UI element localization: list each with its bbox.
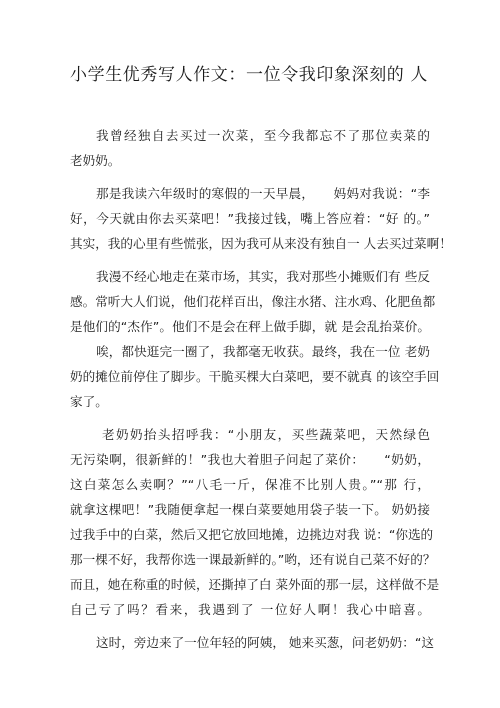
paragraph-line: 唉，都快逛完一圈了，我都毫无收获。最终，我在一位 老奶: [96, 344, 430, 359]
page-title: 小学生优秀写人作文：一位令我印象深刻的 人: [70, 65, 429, 85]
paragraph-line: 其实，我的心里有些慌张，因为我可从来没有独自一 人去买过菜啊！: [70, 236, 452, 251]
paragraph-line: 感。常听大人们说，他们花样百出，像注水猪、注水鸡、化肥鱼都: [70, 294, 436, 309]
paragraph-line: 好，今天就由你去买菜吧！”我接过钱，嘴上答应着：“好 的。”: [70, 211, 430, 226]
paragraph-line: 那是我读六年级时的寒假的一天早晨， 妈妈对我说：“李: [96, 186, 430, 201]
paragraph-line: 而且，她在称重的时候，还撕掉了白 菜外面的那一层，这样做不是: [70, 577, 440, 592]
paragraph-line: 这白菜怎么卖啊？”“八毛一斤，保准不比别人贵。”“那 行，: [70, 477, 430, 492]
paragraph-line: 奶的摊位前停住了脚步。干脆买棵大白菜吧，要不就真 的该空手回: [70, 369, 440, 384]
paragraph-line: 自己亏了吗？看来，我遇到了 一位好人啊！我心中暗喜。: [70, 602, 430, 617]
paragraph-line: 老奶奶抬头招呼我：“小朋友，买些蔬菜吧，天然绿色: [102, 427, 430, 442]
paragraph-line: 老奶奶。: [70, 153, 121, 168]
paragraph-line: 那一棵不好，我帮你选一课最新鲜的。”哟，还有说自己菜不好的？: [70, 552, 436, 567]
paragraph-line: 我漫不经心地走在菜市场，其实，我对那些小摊贩们有 些反: [96, 269, 430, 284]
paragraph-line: 过我手中的白菜，然后又把它放回地摊，边挑边对我 说：“你选的: [70, 527, 434, 542]
article-body: [70, 123, 452, 655]
paragraph-line: 就拿这棵吧！”我随便拿起一棵白菜要她用袋子装一下。 奶奶接: [70, 502, 430, 517]
paragraph-line: 是他们的“杰作”。他们不是会在秤上做手脚，就 是会乱抬菜价。: [70, 319, 430, 334]
paragraph-line: 家了。: [70, 394, 108, 409]
paragraph-line: 我曾经独自去买过一次菜，至今我都忘不了那位卖菜的: [96, 128, 430, 143]
paragraph-line: 无污染啊，很新鲜的！”我也大着胆子问起了菜价： “奶奶，: [70, 452, 430, 467]
paragraph-line: 这时，旁边来了一位年轻的阿姨， 她来买葱，问老奶奶：“这: [96, 635, 434, 650]
